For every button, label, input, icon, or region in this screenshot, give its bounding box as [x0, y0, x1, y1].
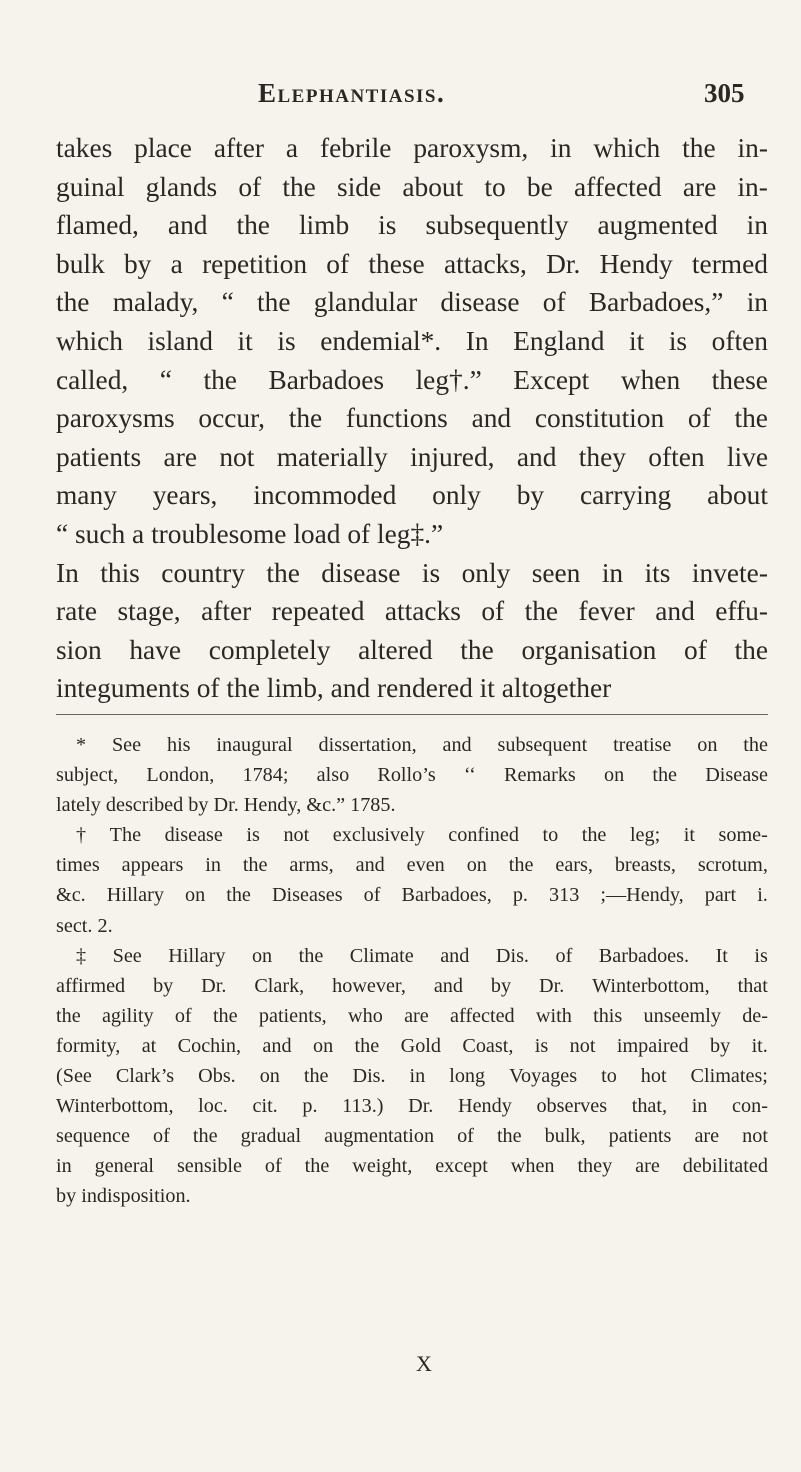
footnote-line: (See Clark’s Obs. on the Dis. in long Voyages to hot Climates;	[56, 1065, 768, 1088]
running-head: Elephantiasis.	[258, 78, 446, 108]
footnote-line: * See his inaugural dissertation, and subsequent treatise on the	[76, 734, 768, 756]
text-line: many years, incommoded only by carrying about	[56, 480, 768, 511]
footnote-line: formity, at Cochin, and on the Gold Coast, is not impaired by it.	[56, 1034, 768, 1057]
footnote-line: lately described by Dr. Hendy, &c.” 1785.	[56, 794, 396, 817]
signature-mark: X	[416, 1351, 432, 1376]
text-line: paroxysms occur, the functions and constitution of the	[56, 403, 768, 434]
text-line: flamed, and the limb is subsequently augmented in	[56, 210, 768, 241]
footnotes	[56, 730, 768, 1212]
main-text	[56, 129, 768, 708]
footnote-line: affirmed by Dr. Clark, however, and by Dr. Winterbottom, that	[56, 974, 768, 997]
page-number: 305	[704, 78, 745, 108]
text-line: patients are not materially injured, and they often live	[56, 441, 768, 472]
footnote-line: sect. 2.	[56, 914, 113, 937]
footnote-line: by indisposition.	[56, 1185, 191, 1208]
text-line: guinal glands of the side about to be affected are in-	[56, 171, 768, 202]
footnote-line: times appears in the arms, and even on the ears, breasts, scrotum,	[56, 854, 768, 877]
footnote-line: sequence of the gradual augmentation of the bulk, patients are not	[56, 1125, 768, 1148]
text-line: takes place after a febrile paroxysm, in which the in-	[56, 133, 768, 163]
text-line: the malady, “ the glandular disease of Barbadoes,” in	[56, 287, 768, 318]
page-header	[0, 78, 801, 118]
text-line: rate stage, after repeated attacks of the fever and effu-	[56, 596, 768, 627]
footnote-line: &c. Hillary on the Diseases of Barbadoes, p. 313 ;—Hendy, part i.	[56, 884, 768, 907]
text-line: In this country the disease is only seen in its invete-	[56, 557, 768, 588]
footnote-divider	[56, 714, 768, 716]
footnote-line: the agility of the patients, who are affected with this unseemly de-	[56, 1004, 768, 1027]
footnote-line: † The disease is not exclusively confined to the leg; it some-	[76, 824, 768, 847]
footnote-line: in general sensible of the weight, except when they are debilitated	[56, 1155, 768, 1178]
text-line: called, “ the Barbadoes leg†.” Except when these	[56, 364, 768, 395]
text-line: which island it is endemial*. In England it is often	[56, 325, 768, 356]
footnote-line: subject, London, 1784; also Rollo’s ‘‘ Remarks on the Disease	[56, 764, 768, 787]
text-line: integuments of the limb, and rendered it altogether	[56, 673, 612, 704]
footnote-line: ‡ See Hillary on the Climate and Dis. of Barbadoes. It is	[76, 944, 768, 967]
text-line: sion have completely altered the organisation of the	[56, 634, 768, 665]
text-line: “ such a troublesome load of leg‡.”	[56, 518, 444, 549]
text-line: bulk by a repetition of these attacks, Dr. Hendy termed	[56, 248, 768, 279]
footnote-line: Winterbottom, loc. cit. p. 113.) Dr. Hendy observes that, in con-	[56, 1095, 768, 1118]
